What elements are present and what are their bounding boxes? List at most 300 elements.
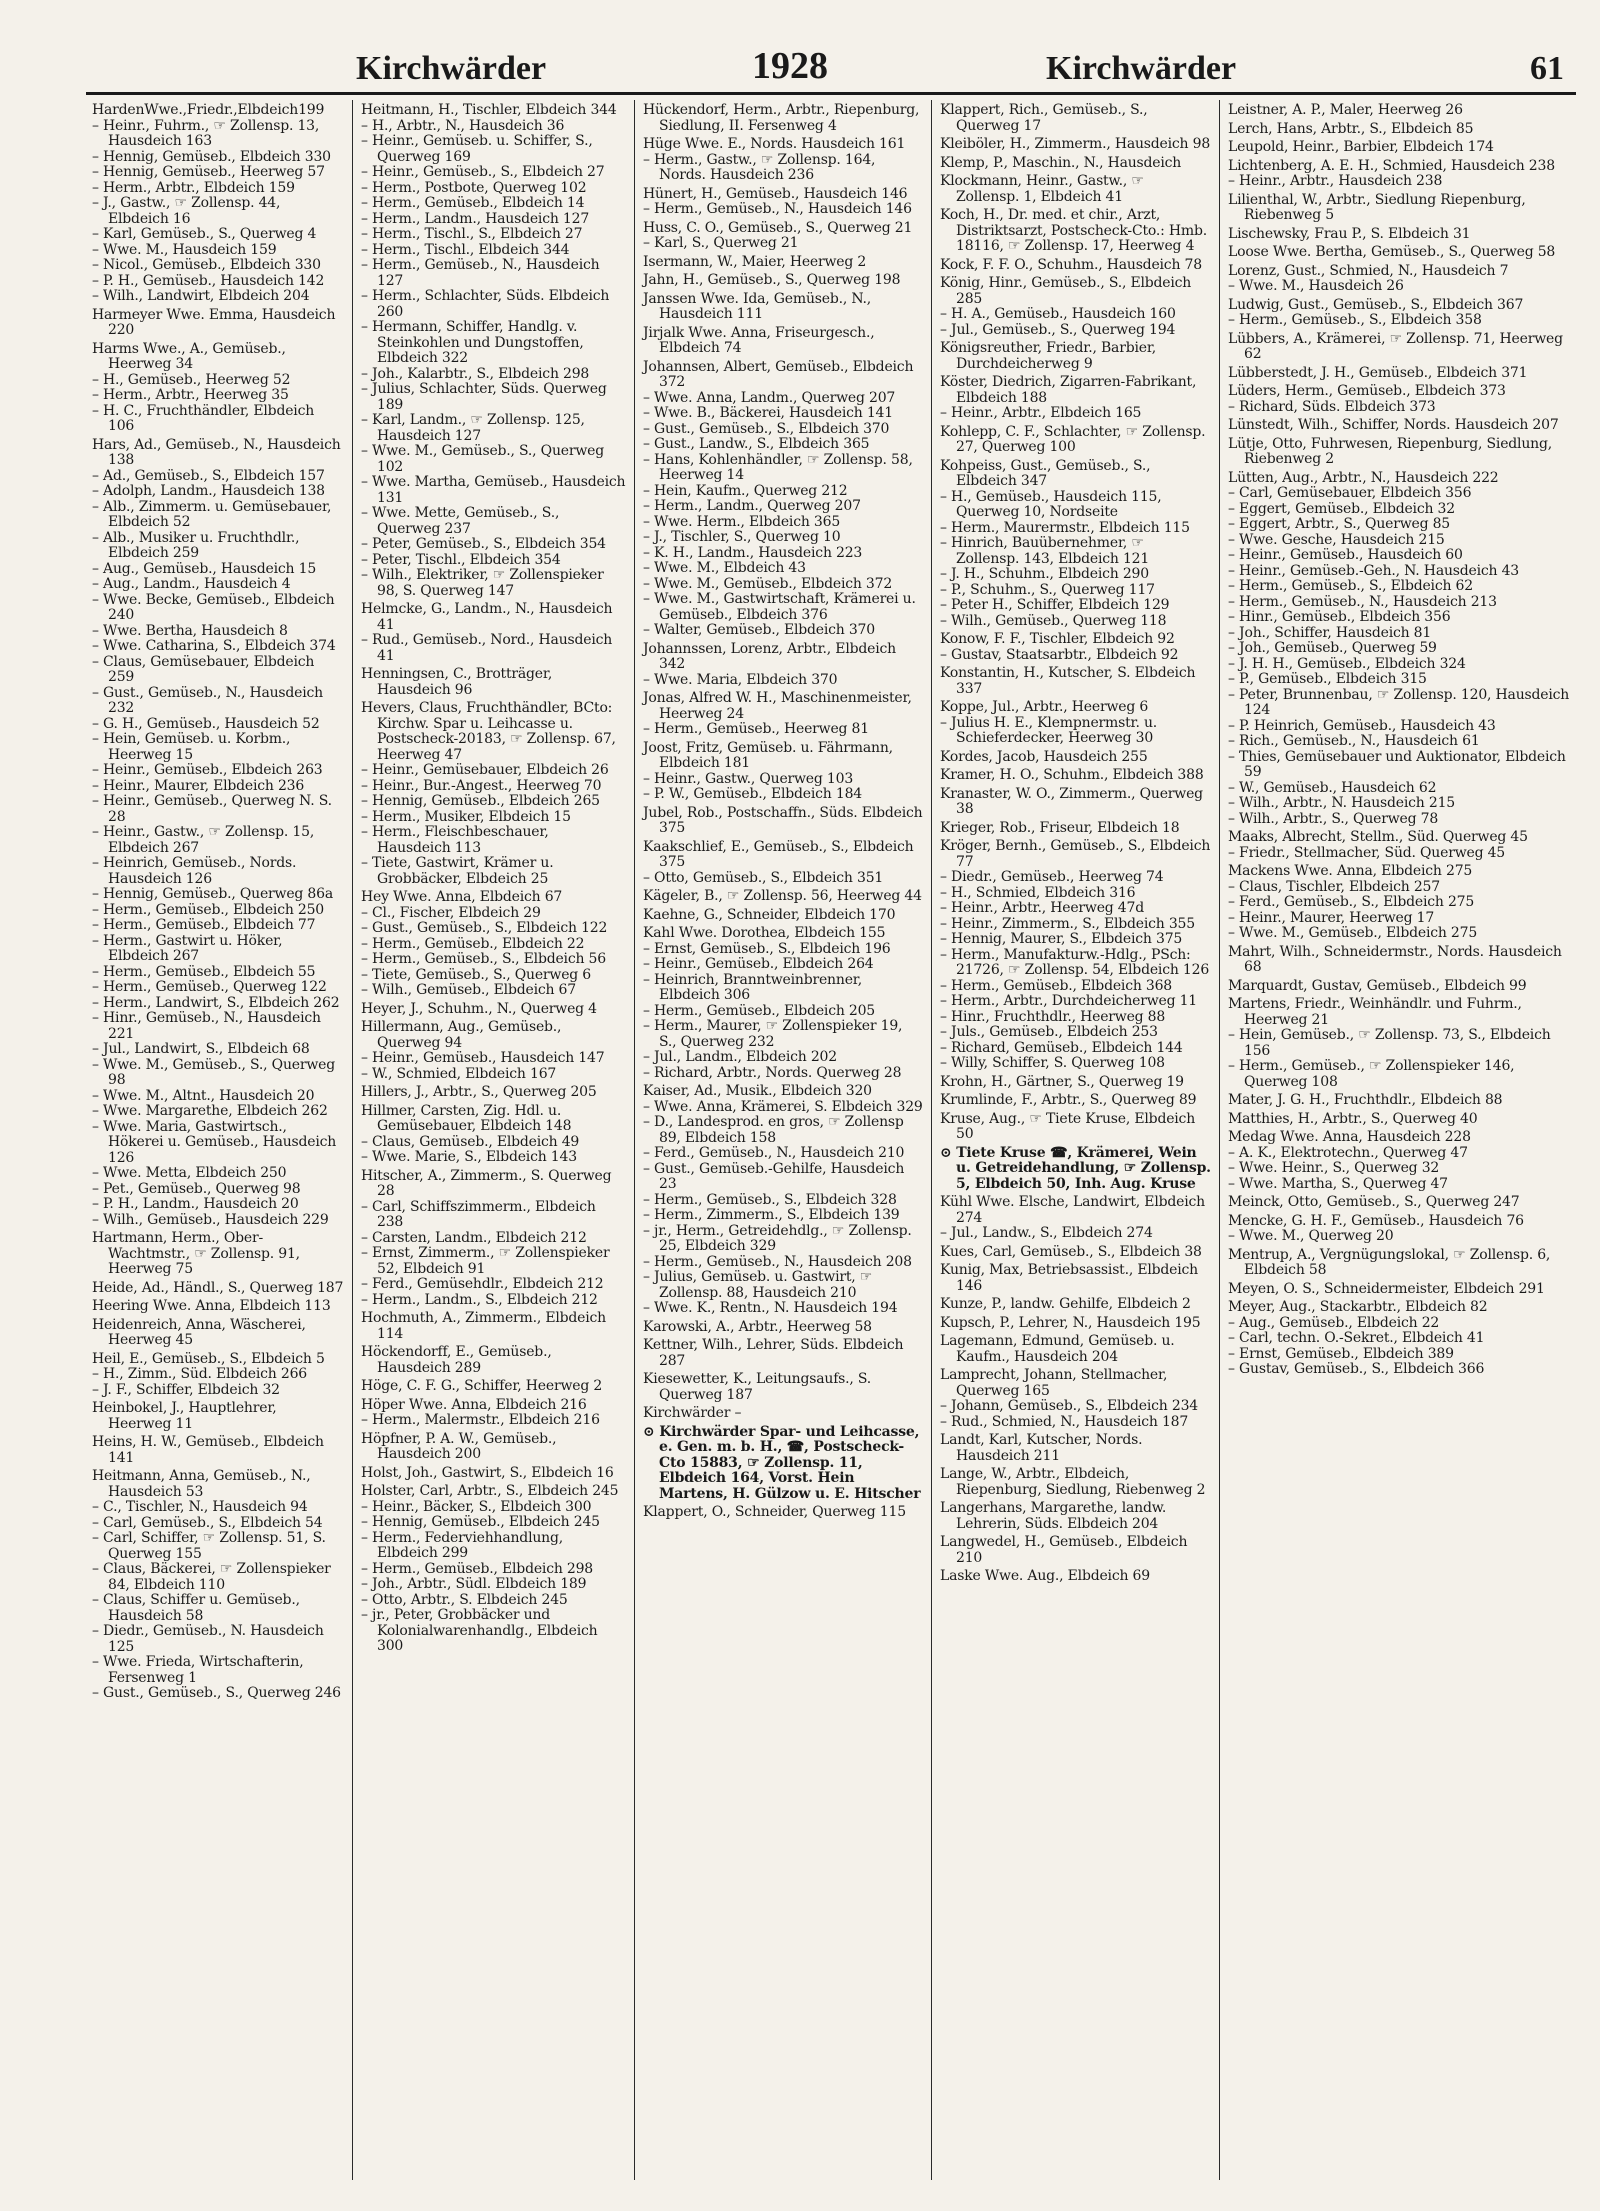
directory-entry: – Otto, Gemüseb., S., Elbdeich 351 [643,869,884,886]
directory-entry: – Herm., Gemüseb., Elbdeich 205 [643,1002,876,1019]
directory-entry: – Herm., Gemüseb., ☞ Zollenspieker 146, Querweg 108 [1228,1058,1515,1090]
directory-entry: – Joh., Gemüseb., Querweg 59 [1228,640,1437,656]
directory-entry: Lerch, Hans, Arbtr., S., Elbdeich 85 [1228,120,1474,137]
column-1 [90,100,352,2180]
directory-entry: Lange, W., Arbtr., Elbdeich, Riepenburg, Siedlung, Riebenweg 2 [940,1466,1206,1498]
directory-entry: Klappert, Rich., Gemüseb., S., Querweg 17 [940,102,1148,134]
directory-entry: – Herm., Manufakturw.-Hdlg., PSch: 21726, ☞ Zollensp. 54, Elbdeich 126 [940,946,1210,978]
directory-entry: Mater, J. G. H., Fruchthdlr., Elbdeich 88 [1228,1092,1503,1108]
directory-entry: Landt, Karl, Kutscher, Nords. Hausdeich 211 [940,1432,1143,1464]
directory-entry: – J. H. H., Gemüseb., Elbdeich 324 [1228,655,1466,672]
directory-entry: Mackens Wwe. Anna, Elbdeich 275 [1228,863,1473,879]
directory-entry: Kettner, Wilh., Lehrer, Süds. Elbdeich 287 [643,1337,904,1369]
directory-entry: Leistner, A. P., Maler, Heerweg 26 [1228,102,1463,118]
directory-entry: – Juls., Gemüseb., Elbdeich 253 [940,1024,1158,1040]
directory-entry: – Peter, Gemüseb., S., Elbdeich 354 [361,536,606,552]
directory-entry: Hillermann, Aug., Gemüseb., Querweg 94 [361,1019,562,1051]
right-running-title: Kirchwärder [1046,50,1237,87]
directory-entry: Ludwig, Gust., Gemüseb., S., Elbdeich 367 [1228,296,1524,313]
directory-entry: – Herm., Tischl., Elbdeich 344 [361,241,570,258]
directory-entry: Höpfner, P. A. W., Gemüseb., Hausdeich 200 [361,1430,557,1462]
directory-entry: – Herm., Postbote, Querweg 102 [361,179,587,196]
directory-entry: – Wwe. Herm., Elbdeich 365 [643,513,841,530]
directory-entry: Medag Wwe. Anna, Hausdeich 228 [1228,1129,1471,1145]
directory-entry: Kaehne, G., Schneider, Elbdeich 170 [643,906,896,923]
directory-entry: – Herm., Gemüseb., Elbdeich 298 [361,1560,594,1577]
directory-entry: – Jul., Landw., S., Elbdeich 274 [940,1225,1153,1241]
directory-entry: – Heinrich, Gemüseb., Nords. Hausdeich 126 [92,855,297,887]
directory-entry: – W., Schmied, Elbdeich 167 [361,1065,557,1082]
directory-entry: – Herm., Maurermstr., Elbdeich 115 [940,519,1190,536]
directory-entry: Laske Wwe. Aug., Elbdeich 69 [940,1568,1150,1584]
directory-entry: Johannsen, Albert, Gemüseb., Elbdeich 372 [643,358,914,390]
directory-entry: Kohlepp, C. F., Schlachter, ☞ Zollensp. 27, Querweg 100 [940,423,1206,455]
directory-entry: Holst, Joh., Gastwirt, S., Elbdeich 16 [361,1464,614,1481]
directory-entry: – Wwe. M., Altnt., Hausdeich 20 [92,1087,315,1104]
directory-entry: Mentrup, A., Vergnügungslokal, ☞ Zollensp. 6, Elbdeich 58 [1228,1246,1551,1278]
directory-entry: Meyer, Aug., Stackarbtr., Elbdeich 82 [1228,1299,1488,1315]
directory-entry: – P. H., Landm., Hausdeich 20 [92,1196,299,1212]
directory-entry: – Claus, Schiffer u. Gemüseb., Hausdeich 58 [92,1592,300,1624]
directory-entry: Heins, H. W., Gemüseb., Elbdeich 141 [92,1434,324,1466]
directory-entry: – Cl., Fischer, Elbdeich 29 [361,904,541,921]
directory-entry: Kramer, H. O., Schuhm., Elbdeich 388 [940,767,1204,783]
directory-entry: – Ernst, Zimmerm., ☞ Zollenspieker 52, Elbdeich 91 [361,1245,610,1277]
directory-entry: – Hennig, Maurer, S., Elbdeich 375 [940,931,1183,947]
directory-entry: – Tiete, Gemüseb., S., Querweg 6 [361,966,592,983]
directory-entry: – Alb., Zimmerm. u. Gemüsebauer, Elbdeich 52 [92,498,332,530]
directory-entry: – Herm., Malermstr., Elbdeich 216 [361,1412,600,1428]
directory-entry: – Herm., Gastwirt u. Höker, Elbdeich 267 [92,932,283,964]
directory-entry: – K. H., Landm., Hausdeich 223 [643,544,863,561]
directory-entry: – Heinr., Bur.-Angest., Heerweg 70 [361,777,602,794]
directory-entry: – Herm., Gemüseb., N., Hausdeich 146 [643,201,912,217]
directory-entry: – Gust., Landw., S., Elbdeich 365 [643,436,870,452]
directory-entry: Martens, Friedr., Weinhändlr. und Fuhrm., Heerweg 21 [1228,996,1522,1028]
year-heading: 1928 [752,45,828,87]
directory-entry: – Ferd., Gemüsehdlr., Elbdeich 212 [361,1276,604,1292]
directory-entry: – P. Heinrich, Gemüseb., Hausdeich 43 [1228,717,1496,734]
directory-entry: Lilienthal, W., Arbtr., Siedlung Riepenburg, Riebenweg 5 [1228,191,1526,223]
directory-entry: Helmcke, G., Landm., N., Hausdeich 41 [361,601,613,633]
column-4 [931,100,1219,2180]
directory-entry: – Richard, Süds. Elbdeich 373 [1228,398,1436,415]
directory-entry: Kaiser, Ad., Musik., Elbdeich 320 [643,1083,872,1099]
directory-entry: – Wwe. Catharina, S., Elbdeich 374 [92,638,336,654]
directory-entry: Jahn, H., Gemüseb., S., Querweg 198 [643,272,901,288]
directory-entry: – Walter, Gemüseb., Elbdeich 370 [643,622,875,638]
directory-entry: Loose Wwe. Bertha, Gemüseb., S., Querweg 58 [1228,244,1556,260]
directory-entry: Lütten, Aug., Arbtr., N., Hausdeich 222 [1228,469,1499,486]
directory-entry: – Alb., Musiker u. Fruchthdlr., Elbdeich 259 [92,529,300,561]
directory-entry: Lischewsky, Frau P., S. Elbdeich 31 [1228,225,1471,242]
directory-entry: – Diedr., Gemüseb., Heerweg 74 [940,869,1164,885]
directory-entry: – Herm., Gastw., ☞ Zollensp. 164, Nords. Hausdeich 236 [643,151,876,183]
directory-entry: – Heinr., Arbtr., Heerweg 47d [940,900,1144,916]
directory-entry: – Wilh., Gemüseb., Hausdeich 229 [92,1211,329,1228]
directory-entry: – Wwe. Martha, Gemüseb., Hausdeich 131 [361,474,626,506]
directory-entry: Hars, Ad., Gemüseb., N., Hausdeich 138 [92,436,341,468]
directory-entry: – Herm., Gemüseb., Elbdeich 55 [92,963,316,980]
directory-entry: Kröger, Bernh., Gemüseb., S., Elbdeich 77 [940,838,1211,870]
directory-entry: – Gust., Gemüseb., N., Hausdeich 232 [92,684,323,716]
directory-entry: Kruse, Aug., ☞ Tiete Kruse, Elbdeich 50 [940,1110,1196,1142]
directory-entry: – Herm., Gemüseb., N., Hausdeich 213 [1228,593,1497,610]
directory-entry: Johannssen, Lorenz, Arbtr., Elbdeich 342 [643,640,896,672]
directory-entry: – Wwe. Frieda, Wirtschafterin, Fersenweg 1 [92,1654,304,1686]
directory-entry: – Wwe. Mette, Gemüseb., S., Querweg 237 [361,505,560,537]
directory-entry: Hillmer, Carsten, Zig. Hdl. u. Gemüsebauer, Elbdeich 148 [361,1102,572,1134]
directory-entry: ⊙ Kirchwärder Spar- und Leihcasse, e. Gen. m. b. H., ☎, Postscheck-Cto 15883, ☞ Zollensp. 11, Elbdeich 164, Vorst. Hein Martens, H. Gülzow u. E. Hitscher [643,1423,921,1502]
directory-entry: – Heinr., Gemüseb., Querweg N. S. 28 [92,793,332,825]
directory-entry: – Hennig, Gemüseb., Querweg 86a [92,886,333,902]
directory-entry: – Hinr., Gemüseb., Elbdeich 356 [1228,609,1451,625]
directory-entry: – Herm., Gemüseb., Elbdeich 368 [940,977,1173,994]
directory-entry: Lorenz, Gust., Schmied, N., Hausdeich 7 [1228,262,1509,279]
directory-entry: – Herm., Arbtr., Elbdeich 159 [92,179,295,196]
directory-entry: Jirjalk Wwe. Anna, Friseurgesch., Elbdeich 74 [643,324,875,356]
directory-entry: – H., Arbtr., N., Hausdeich 36 [361,117,565,134]
directory-entry: Höge, C. F. G., Schiffer, Heerweg 2 [361,1378,603,1394]
directory-entry: – Heinr., Gemüseb., S., Elbdeich 27 [361,164,605,180]
directory-entry: Janssen Wwe. Ida, Gemüseb., N., Hausdeich 111 [643,290,871,322]
directory-entry: – Willy, Schiffer, S. Querweg 108 [940,1055,1165,1071]
column-3 [634,100,931,2180]
directory-entry: – Wwe. M., Hausdeich 26 [1228,278,1404,294]
directory-entry: – Richard, Arbtr., Nords. Querweg 28 [643,1064,902,1081]
directory-entry: – Claus, Tischler, Elbdeich 257 [1228,878,1440,895]
directory-entry: – Wilh., Gemüseb., Elbdeich 67 [361,982,576,998]
directory-entry: – H., Gemüseb., Hausdeich 115, Querweg 10, Nordseite [940,488,1162,520]
directory-entry: Hartmann, Herm., Ober-Wachtmstr., ☞ Zollensp. 91, Heerweg 75 [92,1230,300,1277]
directory-entry: – Wwe. Maria, Gastwirtsch., Hökerei u. Gemüseb., Hausdeich 126 [92,1118,337,1166]
directory-entry: – Wwe. Anna, Landm., Querweg 207 [643,389,896,406]
directory-entry: – J., Tischler, S., Querweg 10 [643,529,841,545]
directory-entry: – Wwe. Gesche, Hausdeich 215 [1228,531,1445,548]
directory-entry: – Carsten, Landm., Elbdeich 212 [361,1229,587,1246]
directory-entry: – Heinr., Gastw., ☞ Zollensp. 15, Elbdeich 267 [92,824,315,856]
directory-entry: – Hennig, Gemüseb., Elbdeich 245 [361,1514,600,1530]
directory-entry: – Heinr., Gemüseb., Hausdeich 60 [1228,547,1463,563]
directory-entry: – P., Gemüseb., Elbdeich 315 [1228,671,1427,687]
directory-entry: Mahrt, Wilh., Schneidermstr., Nords. Hausdeich 68 [1228,943,1562,975]
directory-entry: Lagemann, Edmund, Gemüseb. u. Kaufm., Hausdeich 204 [940,1333,1175,1365]
directory-entry: – Jul., Landm., Elbdeich 202 [643,1049,837,1065]
directory-entry: Konow, F. F., Tischler, Elbdeich 92 [940,631,1175,647]
directory-entry: – Heinr., Fuhrm., ☞ Zollensp. 13, Hausdeich 163 [92,117,320,149]
directory-entry: – Wwe. M., Hausdeich 159 [92,241,277,258]
directory-entry: – Hennig, Gemüseb., Heerweg 57 [92,164,325,180]
directory-entry: Heitmann, Anna, Gemüseb., N., Hausdeich 53 [92,1468,311,1500]
directory-entry: – Wwe. M., Querweg 20 [1228,1228,1394,1244]
directory-entry: – Gust., Gemüseb., S., Elbdeich 122 [361,920,608,936]
directory-entry: – Joh., Schiffer, Hausdeich 81 [1228,624,1432,641]
directory-entry: Heering Wwe. Anna, Elbdeich 113 [92,1298,331,1314]
directory-entry: Lamprecht, Johann, Stellmacher, Querweg 165 [940,1367,1168,1399]
directory-entry: – Heinr., Gastw., Querweg 103 [643,770,854,787]
directory-entry: Kues, Carl, Gemüseb., S., Elbdeich 38 [940,1243,1202,1260]
directory-entry: – Wwe. Margarethe, Elbdeich 262 [92,1103,328,1119]
directory-entry: – Hinrich, Bauübernehmer, ☞ Zollensp. 143, Elbdeich 121 [940,535,1150,567]
directory-entry: – Nicol., Gemüseb., Elbdeich 330 [92,257,321,273]
directory-entry: – Thies, Gemüsebauer und Auktionator, Elbdeich 59 [1228,748,1566,780]
directory-entry: – Herm., Federviehhandlung, Elbdeich 299 [361,1529,563,1561]
directory-entry: – Carl, Schiffer, ☞ Zollensp. 51, S. Querweg 155 [92,1530,326,1562]
directory-entry: – Herm., Gemüseb., Heerweg 81 [643,721,869,737]
directory-entry: – Rich., Gemüseb., N., Hausdeich 61 [1228,733,1480,749]
directory-entry: – Herm., Landwirt, S., Elbdeich 262 [92,994,340,1011]
directory-entry: – Joh., Kalarbtr., S., Elbdeich 298 [361,365,590,382]
directory-entry: – Jul., Gemüseb., S., Querweg 194 [940,321,1176,338]
directory-entry: – Aug., Gemüseb., Elbdeich 22 [1228,1314,1440,1331]
directory-entry: – Diedr., Gemüseb., N. Hausdeich 125 [92,1623,324,1655]
directory-entry: Heitmann, H., Tischler, Elbdeich 344 [361,102,617,118]
directory-entry: Meyen, O. S., Schneidermeister, Elbdeich 291 [1228,1280,1545,1297]
directory-entry: – Wwe. M., Elbdeich 43 [643,560,806,576]
directory-entry: Klockmann, Heinr., Gastw., ☞ Zollensp. 1, Elbdeich 41 [940,173,1144,205]
directory-entry: – Heinr., Gemüseb., Elbdeich 264 [643,956,874,972]
page-number: 61 [1530,50,1564,87]
directory-entry: Kühl Wwe. Elsche, Landwirt, Elbdeich 274 [940,1194,1205,1226]
directory-entry: – Hennig, Gemüseb., Elbdeich 265 [361,793,600,809]
directory-entry: – Rud., Gemüseb., Nord., Hausdeich 41 [361,632,613,664]
directory-entry: Heide, Ad., Händl., S., Querweg 187 [92,1279,344,1296]
directory-entry: Huss, C. O., Gemüseb., S., Querweg 21 [643,219,913,236]
directory-entry: – Hennig, Gemüseb., Elbdeich 330 [92,148,331,165]
directory-entry: – Herm., Fleischbeschauer, Hausdeich 113 [361,824,549,856]
directory-entry: Köster, Diedrich, Zigarren-Fabrikant, Elbdeich 188 [940,374,1197,406]
directory-entry: – Heinr., Gemüseb. u. Schiffer, S., Querweg 169 [361,133,593,165]
directory-entry: – Heinr., Arbtr., Hausdeich 238 [1228,173,1443,189]
directory-entry: – Herm., Zimmerm., S., Elbdeich 139 [643,1207,900,1223]
directory-entry: – Gust., Gemüseb., S., Querweg 246 [92,1685,341,1701]
directory-entry: Hey Wwe. Anna, Elbdeich 67 [361,889,563,905]
directory-entry: Langwedel, H., Gemüseb., Elbdeich 210 [940,1534,1188,1566]
directory-entry: – Wwe. M., Gastwirtschaft, Krämerei u. Gemüseb., Elbdeich 376 [643,591,916,623]
directory-entry: – Wilh., Arbtr., N. Hausdeich 215 [1228,795,1455,811]
directory-entry: Kägeler, B., ☞ Zollensp. 56, Heerweg 44 [643,888,922,904]
directory-entry: – J. F., Schiffer, Elbdeich 32 [92,1381,280,1398]
directory-entry: – Claus, Gemüseb., Elbdeich 49 [361,1133,580,1150]
directory-entry: – Wwe. M., Gemüseb., S., Querweg 102 [361,443,604,475]
directory-entry: – Claus, Bäckerei, ☞ Zollenspieker 84, Elbdeich 110 [92,1561,331,1593]
directory-entry: Koppe, Jul., Arbtr., Heerweg 6 [940,699,1149,715]
directory-entry: – P., Schuhm., S., Querweg 117 [940,581,1155,598]
directory-entry: – Wilh., Gemüseb., Querweg 118 [940,612,1167,629]
directory-entry: – Pet., Gemüseb., Querweg 98 [92,1180,301,1197]
directory-entry: – Herm., Arbtr., Durchdeicherweg 11 [940,993,1198,1009]
directory-entry: Harms Wwe., A., Gemüseb., Heerweg 34 [92,340,286,372]
directory-entry: Kupsch, P., Lehrer, N., Hausdeich 195 [940,1314,1201,1331]
directory-entry: – Carl, Schiffszimmerm., Elbdeich 238 [361,1198,596,1230]
directory-entry: – Jul., Landwirt, S., Elbdeich 68 [92,1041,310,1057]
directory-entry: – Herm., Gemüseb., N., Hausdeich 127 [361,257,600,289]
directory-entry: Klappert, O., Schneider, Querweg 115 [643,1504,906,1520]
directory-entry: – Johann, Gemüseb., S., Elbdeich 234 [940,1398,1198,1414]
directory-entry: – Julius H. E., Klempnermstr. u. Schieferdecker, Heerweg 30 [940,714,1158,746]
directory-entry: Heinbokel, J., Hauptlehrer, Heerweg 11 [92,1400,277,1432]
directory-entry: Hevers, Claus, Fruchthändler, BCto: Kirchw. Spar u. Leihcasse u. Postscheck-20183, ☞ Zollensp. 67, Heerweg 47 [361,700,616,763]
directory-entry: – Hein, Kaufm., Querweg 212 [643,482,848,499]
directory-entry: – Eggert, Gemüseb., Elbdeich 32 [1228,500,1455,517]
directory-entry: Lünstedt, Wilh., Schiffer, Nords. Hausdeich 207 [1228,417,1559,433]
directory-entry: – Heinr., Maurer, Elbdeich 236 [92,777,305,794]
directory-entry: – Wwe. M., Gemüseb., S., Querweg 98 [92,1056,335,1088]
directory-entry: Joost, Fritz, Gemüseb. u. Fährmann, Elbdeich 181 [643,739,893,771]
directory-entry: – Richard, Gemüseb., Elbdeich 144 [940,1039,1183,1056]
directory-entry: – Gustav, Staatsarbtr., Elbdeich 92 [940,646,1179,663]
directory-entry: – Wwe. K., Rentn., N. Hausdeich 194 [643,1300,898,1316]
directory-entry: ⊙ Tiete Kruse ☎, Krämerei, Wein u. Getreidehandlung, ☞ Zollensp. 5, Elbdeich 50, Inh. Aug. Kruse [940,1144,1211,1192]
directory-entry: – Herm., Landm., S., Elbdeich 212 [361,1291,598,1308]
directory-entry: Krieger, Rob., Friseur, Elbdeich 18 [940,819,1180,836]
directory-entry: Kleiböler, H., Zimmerm., Hausdeich 98 [940,136,1211,152]
directory-entry: Harmeyer Wwe. Emma, Hausdeich 220 [92,306,336,338]
directory-entry: – Joh., Arbtr., Südl. Elbdeich 189 [361,1576,587,1592]
directory-entry: Kaakschlief, E., Gemüseb., S., Elbdeich 375 [643,838,914,870]
directory-entry: – Gust., Gemüseb., S., Elbdeich 370 [643,420,890,437]
directory-entry: Heyer, J., Schuhm., N., Querweg 4 [361,1000,597,1017]
directory-entry: Kranaster, W. O., Zimmerm., Querweg 38 [940,785,1203,817]
directory-entry: König, Hinr., Gemüseb., S., Elbdeich 285 [940,275,1192,307]
directory-entry: Matthies, H., Arbtr., S., Querweg 40 [1228,1110,1478,1127]
directory-entry: – Aug., Landm., Hausdeich 4 [92,576,291,592]
directory-entry: – Claus, Gemüsebauer, Elbdeich 259 [92,653,315,685]
directory-entry: – Heinr., Gemüseb., Hausdeich 147 [361,1050,605,1066]
directory-entry: – Wwe. Marie, S., Elbdeich 143 [361,1149,577,1165]
directory-entry: – Karl, S., Querweg 21 [643,235,799,251]
directory-entry: Kock, F. F. O., Schuhm., Hausdeich 78 [940,256,1202,273]
directory-entry: – Heinrich, Branntweinbrenner, Elbdeich 306 [643,971,862,1003]
directory-entry: – Herm., Gemüseb., S., Elbdeich 328 [643,1191,897,1208]
directory-entry: – Herm., Gemüseb., S., Elbdeich 358 [1228,312,1482,328]
directory-entry: – Herm., Gemüseb., Elbdeich 22 [361,935,585,952]
directory-entry: – Heinr., Gemüseb.-Geh., N. Hausdeich 43 [1228,562,1520,579]
directory-entry: – Herm., Landm., Querweg 207 [643,498,861,514]
directory-entry: – Wwe. M., Gemüseb., Elbdeich 372 [643,575,893,592]
directory-entry: – Karl, Landm., ☞ Zollensp. 125, Hausdeich 127 [361,412,585,444]
directory-entry: Lübberstedt, J. H., Gemüseb., Elbdeich 371 [1228,364,1528,381]
directory-entry: – Wwe. Heinr., S., Querweg 32 [1228,1160,1440,1176]
directory-entry: Höper Wwe. Anna, Elbdeich 216 [361,1396,587,1413]
directory-entry: – jr., Herm., Getreidehdlg., ☞ Zollensp. 25, Elbdeich 329 [643,1222,912,1254]
directory-entry: – Wwe. Becke, Gemüseb., Elbdeich 240 [92,591,335,623]
directory-entry: – Heinr., Arbtr., Elbdeich 165 [940,405,1142,421]
directory-entry: – Heinr., Zimmerm., S., Elbdeich 355 [940,915,1195,932]
directory-entry: – Wilh., Landwirt, Elbdeich 204 [92,288,310,304]
directory-entry: – Hinr., Gemüseb., N., Hausdeich 221 [92,1010,321,1042]
directory-entry: – Wilh., Elektriker, ☞ Zollenspieker 98, S. Querweg 147 [361,567,604,599]
directory-entry: – Wilh., Arbtr., S., Querweg 78 [1228,810,1439,827]
column-2 [352,100,634,2180]
directory-entry: Kirchwärder – [643,1405,742,1421]
directory-entry: Jonas, Alfred W. H., Maschinenmeister, Heerweg 24 [643,690,912,722]
directory-entry: – Heinr., Gemüseb., Elbdeich 263 [92,762,323,778]
directory-entry: – Herm., Gemüseb., Elbdeich 250 [92,901,325,918]
directory-entry: – Herm., Gemüseb., Elbdeich 14 [361,195,585,211]
directory-entry: Klemp, P., Maschin., N., Hausdeich [940,154,1182,171]
directory-entry: – H., Schmied, Elbdeich 316 [940,884,1136,901]
directory-entry: Kunig, Max, Betriebsassist., Elbdeich 146 [940,1262,1198,1294]
directory-entry: Marquardt, Gustav, Gemüseb., Elbdeich 99 [1228,977,1527,994]
directory-entry: – Wwe. Metta, Elbdeich 250 [92,1165,287,1181]
directory-entry: – H. C., Fruchthändler, Elbdeich 106 [92,402,315,434]
directory-entry: – Ad., Gemüseb., S., Elbdeich 157 [92,467,325,484]
directory-entry: – P. W., Gemüseb., Elbdeich 184 [643,786,862,802]
directory-entry: – Peter, Brunnenbau, ☞ Zollensp. 120, Hausdeich 124 [1228,686,1570,718]
directory-entry: Krumlinde, F., Arbtr., S., Querweg 89 [940,1092,1197,1108]
directory-entry: Mencke, G. H. F., Gemüseb., Hausdeich 76 [1228,1212,1524,1229]
directory-entry: HardenWwe.,Friedr.,Elbdeich199 [92,102,325,118]
directory-entry: – Hein, Gemüseb., ☞ Zollensp. 73, S., Elbdeich 156 [1228,1027,1551,1059]
directory-entry: – Friedr., Stellmacher, Süd. Querweg 45 [1228,844,1505,861]
directory-entry: – Heinr., Gemüsebauer, Elbdeich 26 [361,762,609,778]
directory-entry: Leupold, Heinr., Barbier, Elbdeich 174 [1228,139,1494,155]
directory-entry: – G. H., Gemüseb., Hausdeich 52 [92,715,320,732]
directory-entry: – Karl, Gemüseb., S., Querweg 4 [92,226,317,242]
directory-entry: – H., Zimm., Süd. Elbdeich 266 [92,1366,307,1382]
directory-entry: – Ernst, Gemüseb., S., Elbdeich 196 [643,940,891,957]
directory-entry: – J., Gastw., ☞ Zollensp. 44, Elbdeich 16 [92,195,281,227]
directory-entry: – Tiete, Gastwirt, Krämer u. Grobbäcker, Elbdeich 25 [361,855,554,887]
directory-entry: Heidenreich, Anna, Wäscherei, Heerweg 45 [92,1316,306,1348]
directory-entry: – Gustav, Gemüseb., S., Elbdeich 366 [1228,1361,1485,1377]
directory-entry: Heil, E., Gemüseb., S., Elbdeich 5 [92,1350,325,1367]
directory-entry: Maaks, Albrecht, Stellm., Süd. Querweg 45 [1228,829,1528,845]
directory-entry: – Gust., Gemüseb.-Gehilfe, Hausdeich 23 [643,1160,905,1192]
directory-entry: Hillers, J., Arbtr., S., Querweg 205 [361,1084,597,1100]
directory-entry: – Wwe. Martha, S., Querweg 47 [1228,1175,1448,1192]
directory-entry: – Rud., Schmied, N., Hausdeich 187 [940,1413,1189,1430]
left-running-title: Kirchwärder [356,50,547,87]
directory-entry: Kahl Wwe. Dorothea, Elbdeich 155 [643,925,886,941]
directory-entry: – Hinr., Fruchthdlr., Heerweg 88 [940,1008,1166,1025]
directory-entry: – Herm., Landm., Hausdeich 127 [361,210,590,227]
directory-entry: Höckendorff, E., Gemüseb., Hausdeich 289 [361,1344,552,1376]
directory-entry: – P. H., Gemüseb., Hausdeich 142 [92,272,325,289]
page-header [86,42,1576,95]
directory-entry: Langerhans, Margarethe, landw. Lehrerin, Süds. Elbdeich 204 [940,1500,1167,1532]
directory-entry: – C., Tischler, N., Hausdeich 94 [92,1499,308,1515]
directory-entry: – Heinr., Bäcker, S., Elbdeich 300 [361,1498,592,1515]
directory-entry: – Carl, Gemüsebauer, Elbdeich 356 [1228,485,1472,501]
directory-entry: – Herm., Schlachter, Süds. Elbdeich 260 [361,288,610,320]
directory-entry: Henningsen, C., Brotträger, Hausdeich 96 [361,666,553,698]
directory-entry: – Hans, Kohlenhändler, ☞ Zollensp. 58, Heerweg 14 [643,451,913,483]
directory-entry: Kunze, P., landw. Gehilfe, Elbdeich 2 [940,1296,1191,1312]
directory-entry: Krohn, H., Gärtner, S., Querweg 19 [940,1073,1184,1090]
directory-entry: – Peter, Tischl., Elbdeich 354 [361,551,561,568]
directory-entry: – Ferd., Gemüseb., S., Elbdeich 275 [1228,894,1475,910]
directory-entry: Königsreuther, Friedr., Barbier, Durchdeicherweg 9 [940,340,1157,372]
directory-entry: – Eggert, Arbtr., S., Querweg 85 [1228,516,1451,532]
directory-entry: – Wwe. Anna, Krämerei, S. Elbdeich 329 [643,1098,923,1115]
directory-entry: – Wwe. Maria, Elbdeich 370 [643,671,838,688]
directory-columns [90,100,1580,2180]
directory-entry: Isermann, W., Maier, Heerweg 2 [643,253,867,270]
directory-entry: – Hein, Gemüseb. u. Korbm., Heerweg 15 [92,731,291,763]
directory-entry: Kohpeiss, Gust., Gemüseb., S., Elbdeich 347 [940,457,1151,489]
directory-entry: – Herm., Gemüseb., N., Hausdeich 208 [643,1253,912,1270]
directory-entry: Karowski, A., Arbtr., Heerweg 58 [643,1318,872,1335]
directory-entry: Holster, Carl, Arbtr., S., Elbdeich 245 [361,1483,619,1499]
directory-entry: – Herm., Gemüseb., S., Elbdeich 62 [1228,578,1473,594]
directory-entry: – Julius, Schlachter, Süds. Querweg 189 [361,381,607,413]
directory-entry: – Herm., Gemüseb., Querweg 122 [92,979,327,995]
directory-entry: – A. K., Elektrotechn., Querweg 47 [1228,1144,1468,1161]
directory-entry: – Julius, Gemüseb. u. Gastwirt, ☞ Zollensp. 88, Hausdeich 210 [643,1269,873,1301]
directory-entry: – D., Landesprod. en gros, ☞ Zollensp 89, Elbdeich 158 [643,1114,904,1146]
